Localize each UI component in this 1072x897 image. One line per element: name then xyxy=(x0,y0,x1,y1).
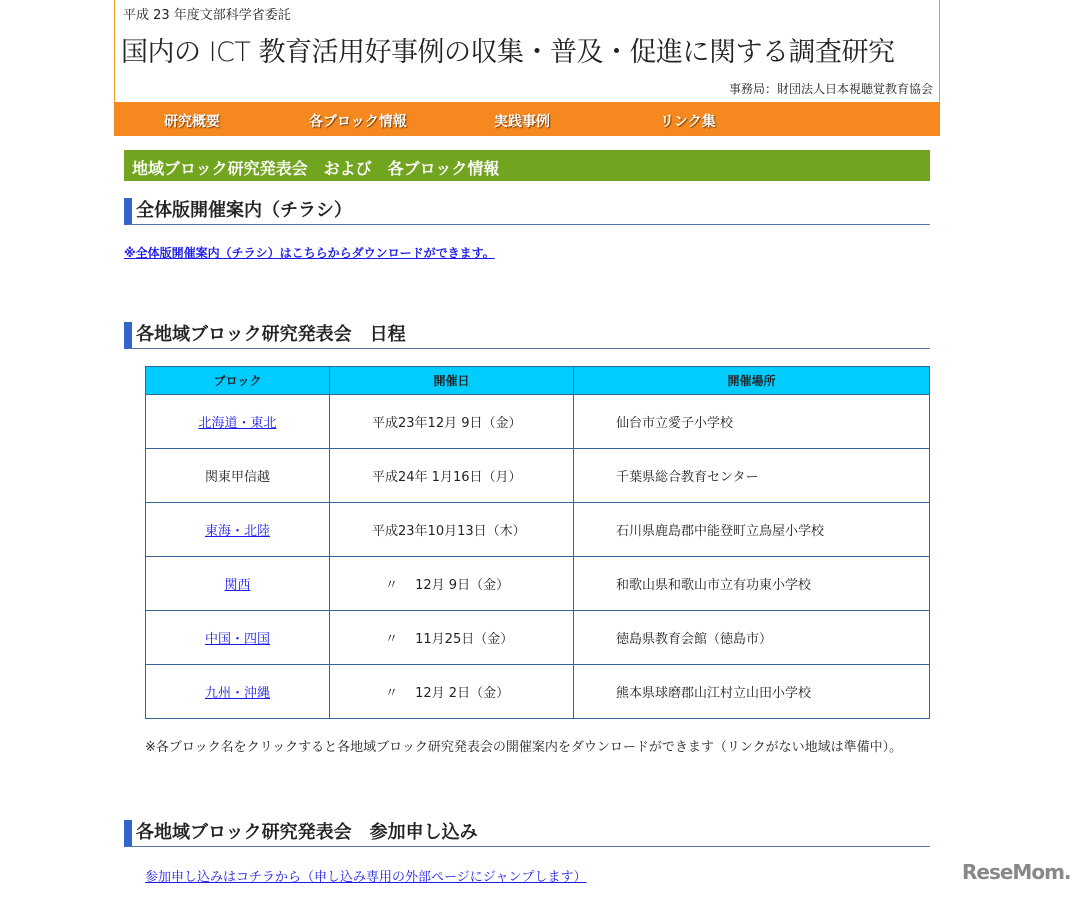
table-row xyxy=(146,449,930,503)
table-row xyxy=(146,395,930,449)
block-cell xyxy=(146,611,330,665)
table-note: ※各ブロック名をクリックすると各地域ブロック研究発表会の開催案内をダウンロードができます（リンクがない地域は準備中）。 xyxy=(145,740,903,755)
venue-cell: 和歌山県和歌山市立有功東小学校 xyxy=(574,557,930,611)
flyer-download-link[interactable]: ※全体版開催案内（チラシ）はこちらからダウンロードができます。 xyxy=(124,246,495,260)
block-link[interactable]: 九州・沖縄 xyxy=(204,686,270,701)
date-cell: 平成23年12月 9日（金） xyxy=(330,395,574,449)
section-heading-flyer: 全体版開催案内（チラシ） xyxy=(124,198,930,225)
table-row xyxy=(146,557,930,611)
block-cell xyxy=(146,557,330,611)
site-title: 国内の ICT 教育活用好事例の収集・普及・促進に関する調査研究 xyxy=(121,37,895,68)
date-cell: 平成24年 1月16日（月） xyxy=(330,449,574,503)
table-row xyxy=(146,503,930,557)
nav-links[interactable]: リンク集 xyxy=(660,114,716,130)
venue-cell: 石川県鹿島郡中能登町立鳥屋小学校 xyxy=(574,503,930,557)
date-cell: 〃 12月 9日（金） xyxy=(330,557,574,611)
main-nav xyxy=(114,102,940,136)
block-link[interactable]: 北海道・東北 xyxy=(198,416,277,431)
block-link[interactable]: 東海・北陸 xyxy=(204,524,270,539)
block-name: 関東甲信越 xyxy=(204,470,270,485)
block-cell xyxy=(146,665,330,719)
venue-cell: 徳島県教育会館（徳島市） xyxy=(574,611,930,665)
site-header xyxy=(114,0,940,102)
block-cell xyxy=(146,503,330,557)
office-label: 事務局：財団法人日本視聴覚教育協会 xyxy=(728,82,933,96)
registration-link[interactable]: 参加申し込みはコチラから（申し込み専用の外部ページにジャンプします） xyxy=(145,870,587,885)
schedule-table xyxy=(145,366,930,719)
block-link[interactable]: 関西 xyxy=(224,578,251,593)
section-heading-schedule: 各地域ブロック研究発表会 日程 xyxy=(124,322,930,349)
block-cell xyxy=(146,449,330,503)
resemom-watermark-logo: ReseMom. xyxy=(962,860,1071,884)
column-header-date: 開催日 xyxy=(330,367,574,395)
nav-block-info[interactable]: 各ブロック情報 xyxy=(309,114,407,130)
header-subtitle: 平成 23 年度文部科学省委託 xyxy=(123,8,291,23)
block-cell xyxy=(146,395,330,449)
venue-cell: 千葉県総合教育センター xyxy=(574,449,930,503)
nav-practice-cases[interactable]: 実践事例 xyxy=(494,114,550,130)
date-cell: 〃 12月 2日（金） xyxy=(330,665,574,719)
column-header-block: ブロック xyxy=(146,367,330,395)
block-link[interactable]: 中国・四国 xyxy=(204,632,270,647)
table-row xyxy=(146,665,930,719)
date-cell: 平成23年10月13日（木） xyxy=(330,503,574,557)
nav-research-overview[interactable]: 研究概要 xyxy=(164,114,220,130)
section-heading-registration: 各地域ブロック研究発表会 参加申し込み xyxy=(124,820,930,847)
date-cell: 〃 11月25日（金） xyxy=(330,611,574,665)
venue-cell: 熊本県球磨郡山江村立山田小学校 xyxy=(574,665,930,719)
table-row xyxy=(146,611,930,665)
venue-cell: 仙台市立愛子小学校 xyxy=(574,395,930,449)
page-title: 地域ブロック研究発表会 および 各ブロック情報 xyxy=(124,150,930,181)
column-header-venue: 開催場所 xyxy=(574,367,930,395)
